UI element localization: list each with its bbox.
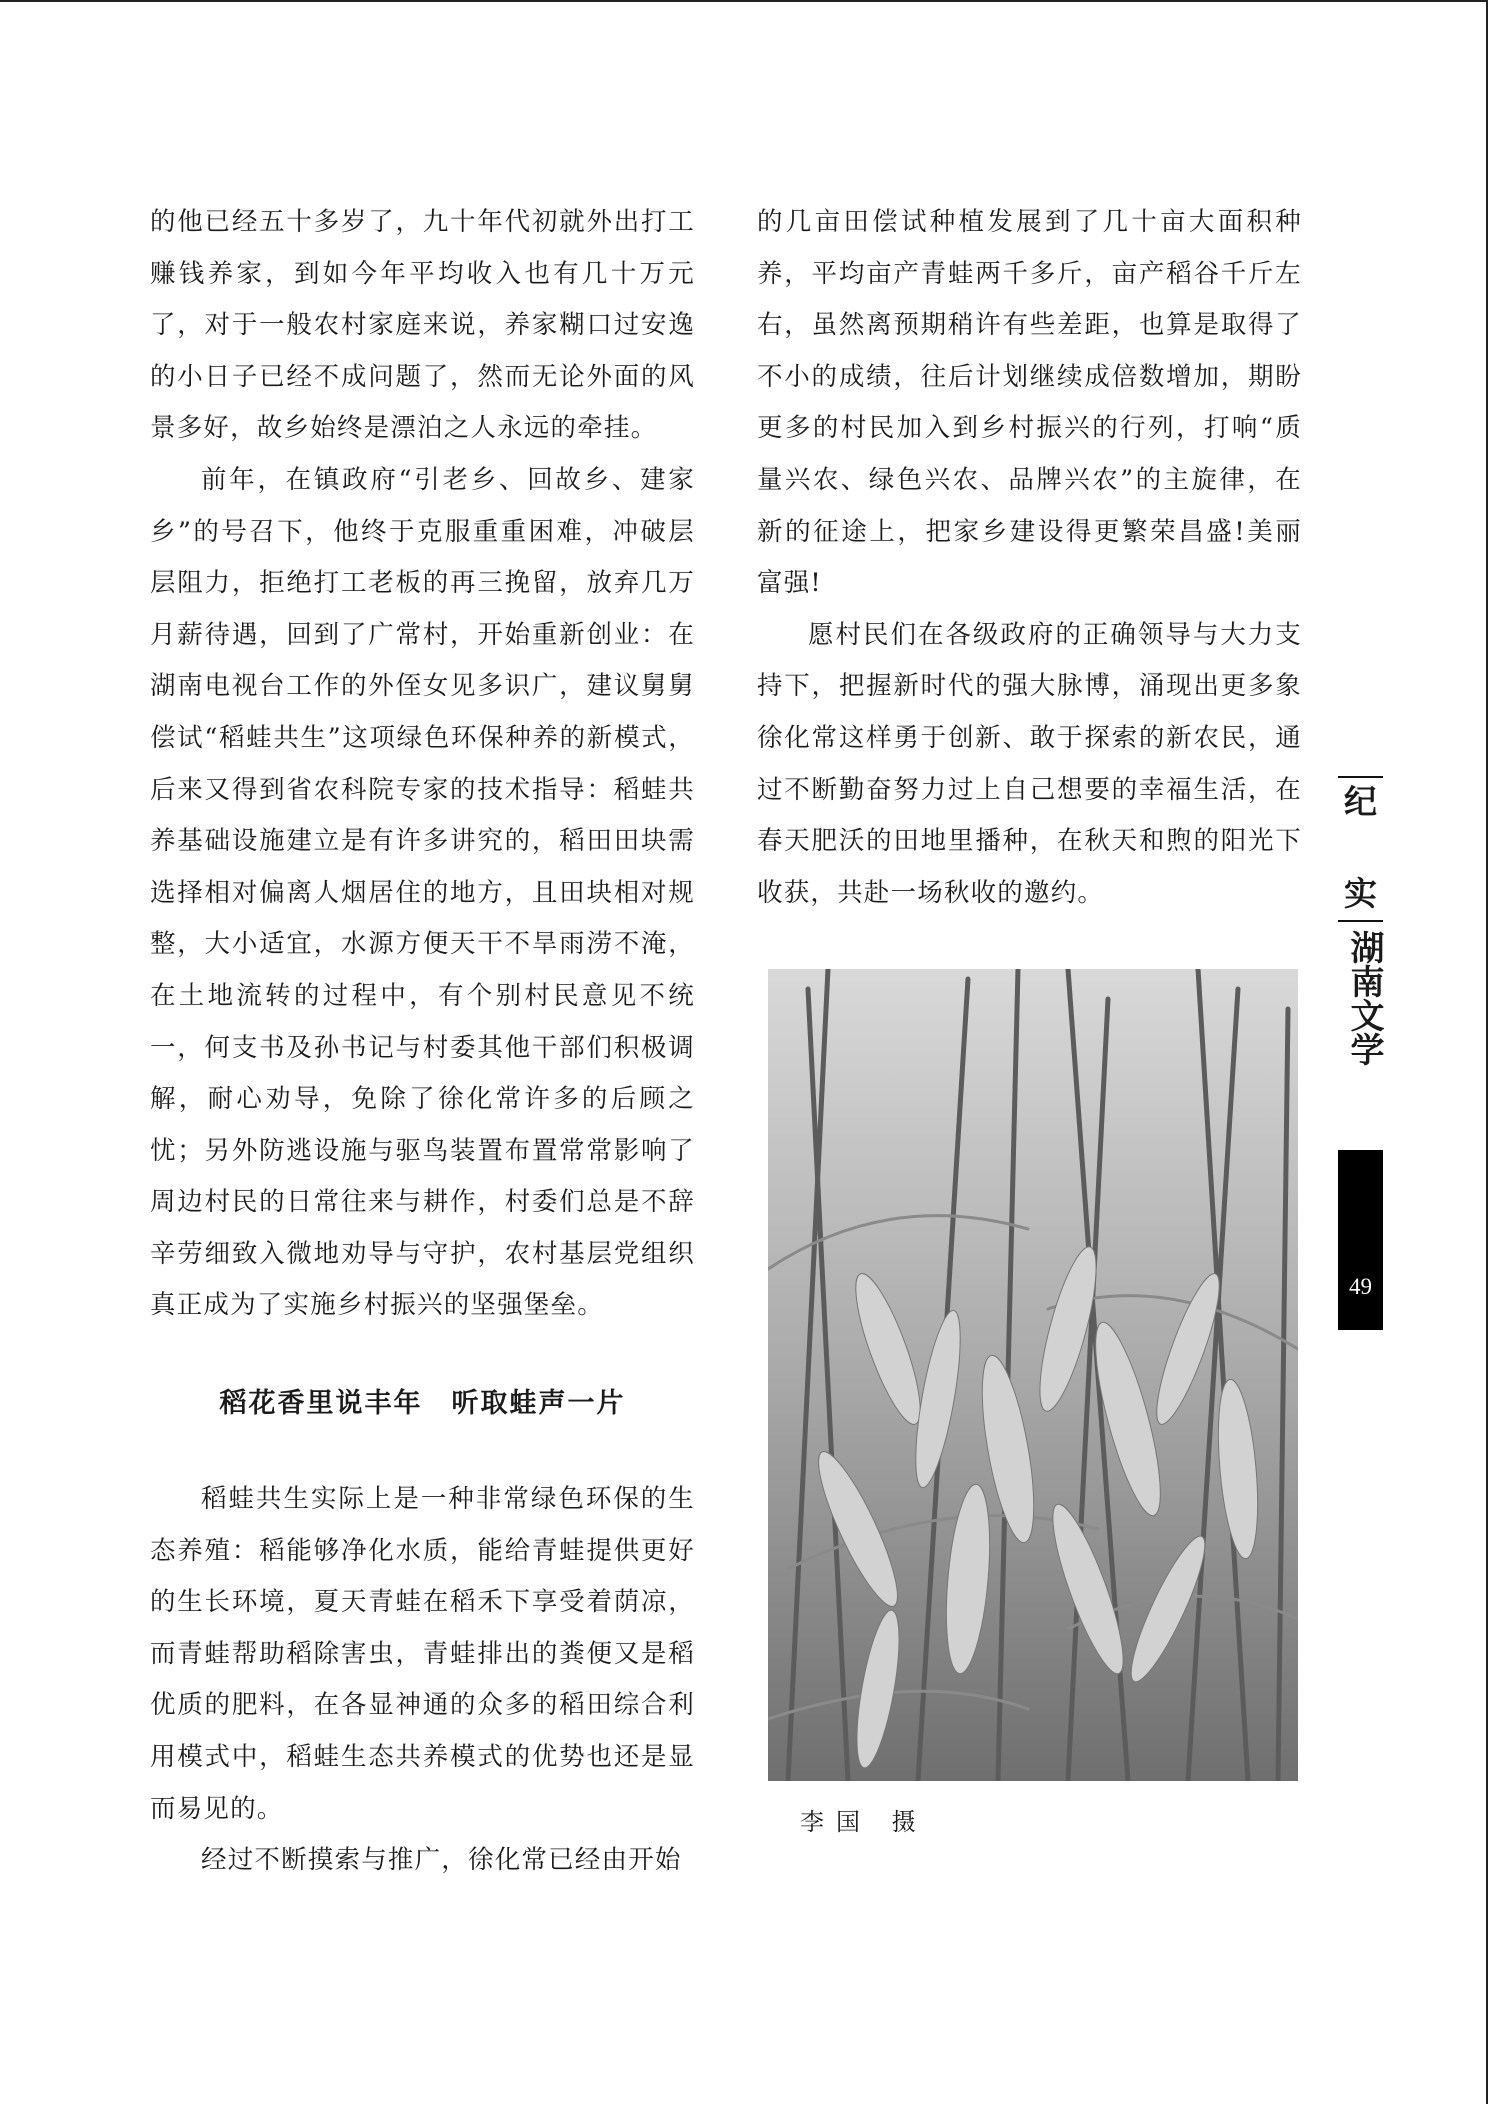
photo-credit: 李国 摄 bbox=[800, 1808, 928, 1836]
left-column bbox=[150, 197, 695, 1887]
page-border-top bbox=[0, 0, 1488, 2]
side-divider bbox=[1338, 776, 1383, 778]
paragraph: 稻蛙共生实际上是一种非常绿色环保的生态养殖：稻能够净化水质，能给青蛙提供更好的生长环境，夏天青蛙在稻禾下享受着荫凉，而青蛙帮助稻除害虫，青蛙排出的粪便又是稻优质的肥料，在各显神通的众多的稻田综合利用模式中，稻蛙生态共养模式的优势也还是显而易见的。 bbox=[150, 1484, 695, 1824]
paragraph: 的他已经五十多岁了，九十年代初就外出打工赚钱养家，到如今年平均收入也有几十万元了，对于一般农村家庭来说，养家糊口过安逸的小日子已经不成问题了，然而无论外面的风景多好，故乡始终是漂泊之人永远的牵挂。 bbox=[150, 207, 695, 444]
side-divider bbox=[1338, 920, 1383, 922]
paragraph: 的几亩田偿试种植发展到了几十亩大面积种养，平均亩产青蛙两千多斤，亩产稻谷千斤左右，虽然离预期稍许有些差距，也算是取得了不小的成绩，往后计划继续成倍数增加，期盼更多的村民加入到乡村振兴的行列，打响“质量兴农、绿色兴农、品牌兴农”的主旋律，在新的征途上，把家乡建设得更繁荣昌盛!美丽富强! bbox=[757, 207, 1302, 599]
side-nav bbox=[1338, 776, 1383, 1066]
section-label-char: 实 bbox=[1344, 874, 1377, 913]
right-column bbox=[757, 197, 1302, 919]
rice-field-photo bbox=[768, 969, 1298, 1781]
paragraph: 愿村民们在各级政府的正确领导与大力支持下，把握新时代的强大脉博，涌现出更多象徐化常这样勇于创新、敢于探索的新农民，通过不断勤奋努力过上自己想要的幸福生活，在春天肥沃的田地里播种，在秋天和煦的阳光下收获，共赴一场秋收的邀约。 bbox=[757, 619, 1302, 908]
magazine-logo: 湖南文学 bbox=[1344, 930, 1384, 1066]
page-number: 49 bbox=[1349, 1274, 1372, 1299]
page-number-tab bbox=[1338, 1150, 1383, 1330]
section-label-char: 纪 bbox=[1344, 782, 1377, 821]
paragraph: 经过不断摸索与推广，徐化常已经由开始 bbox=[201, 1845, 682, 1876]
section-heading: 稻花香里说丰年 听取蛙声一片 bbox=[219, 1388, 626, 1420]
paragraph: 前年，在镇政府“引老乡、回故乡、建家乡”的号召下，他终于克服重重困难，冲破层层阻力，拒绝打工老板的再三挽留，放弃几万月薪待遇，回到了广常村，开始重新创业：在湖南电视台工作的外侄女见多识广，建议舅舅偿试“稻蛙共生”这项绿色环保种养的新模式，后来又得到省农科院专家的技术指导：稻蛙共养基础设施建立是有许多讲究的，稻田田块需选择相对偏离人烟居住的地方，且田块相对规整，大小适宜，水源方便天干不旱雨涝不淹，在土地流转的过程中，有个别村民意见不统一，何支书及孙书记与村委其他干部们积极调解，耐心劝导，免除了徐化常许多的后顾之忧；另外防逃设施与驱鸟装置布置常常影响了周边村民的日常往来与耕作，村委们总是不辞辛劳细致入微地劝导与守护，农村基层党组织真正成为了实施乡村振兴的坚强堡垒。 bbox=[150, 464, 695, 1321]
rice-plant-illustration bbox=[768, 969, 1298, 1781]
